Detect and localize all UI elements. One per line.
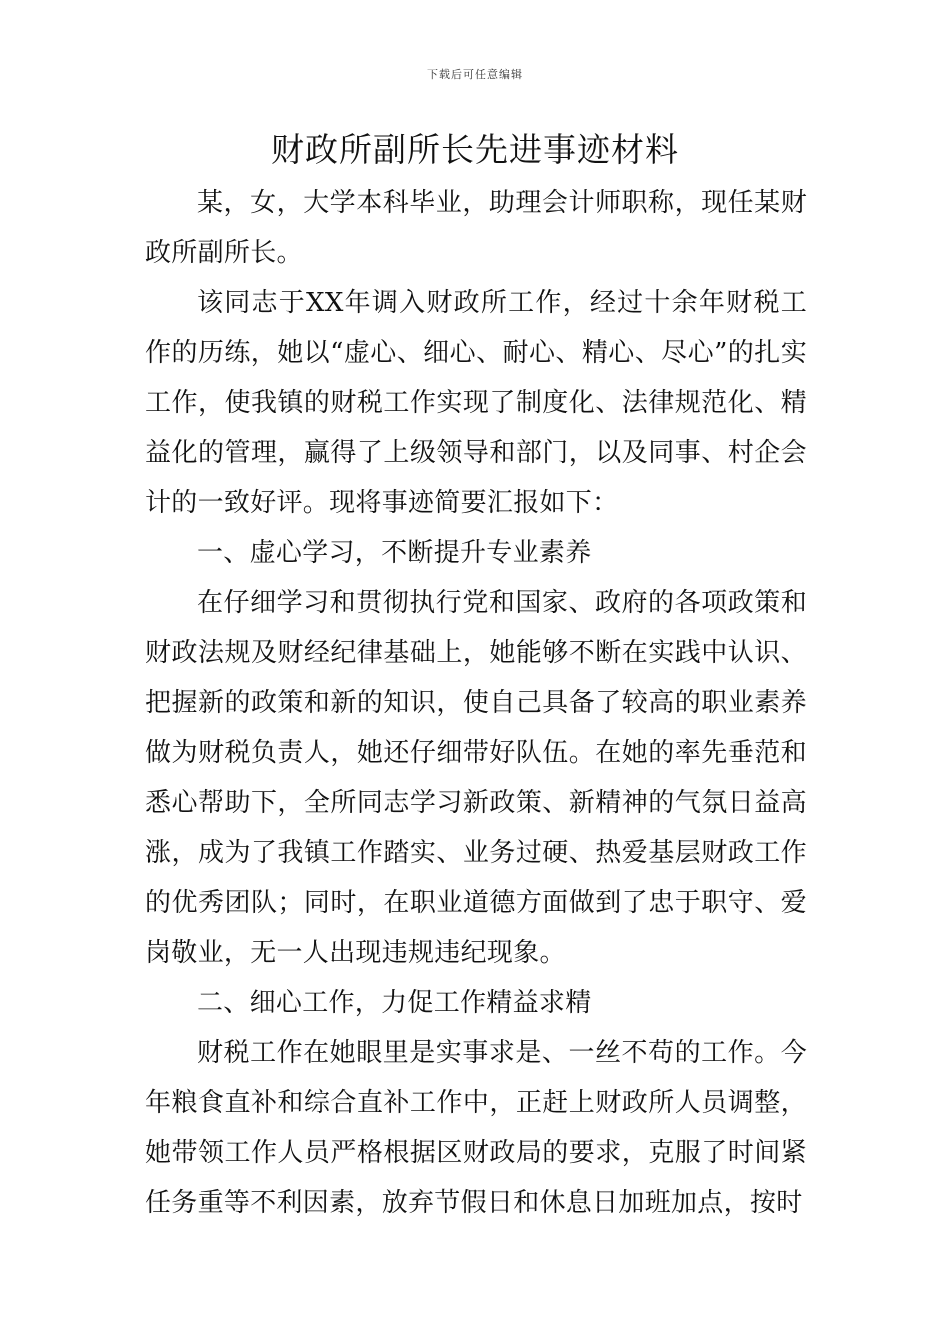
paragraph-section-1: 在仔细学习和贯彻执行党和国家、政府的各项政策和财政法规及财经纪律基础上，她能够不断在实践中认识、把握新的政策和新的知识，使自己具备了较高的职业素养做为财税负责人，她还仔细带好队伍。在她的率先垂范和悉心帮助下，全所同志学习新政策、新精神的气氛日益高涨，成为了我镇工作踏实、业务过硬、热爱基层财政工作的优秀团队；同时，在职业道德方面做到了忠于职守、爱岗敬业，无一人出现违规违纪现象。	[145, 588, 807, 968]
section-heading-1: 一、虚心学习，不断提升专业素养	[197, 538, 592, 568]
document-body	[145, 178, 807, 1228]
document-title: 财政所副所长先进事迹材料	[271, 130, 679, 169]
paragraph-intro: 某，女，大学本科毕业，助理会计师职称，现任某财政所副所长。	[145, 188, 807, 268]
paragraph-section-2: 财税工作在她眼里是实事求是、一丝不苟的工作。今年粮食直补和综合直补工作中，正赶上财政所人员调整，她带领工作人员严格根据区财政局的要求，克服了时间紧任务重等不利因素，放弃节假日和休息日加班加点，按时	[145, 1038, 807, 1218]
paragraph-summary: 该同志于XX年调入财政所工作，经过十余年财税工作的历练，她以“虚心、细心、耐心、精心、尽心”的扎实工作，使我镇的财税工作实现了制度化、法律规范化、精益化的管理，赢得了上级领导和部门，以及同事、村企会计的一致好评。现将事迹简要汇报如下：	[145, 288, 807, 518]
section-heading-2: 二、细心工作，力促工作精益求精	[197, 988, 592, 1018]
header-note: 下载后可任意编辑	[427, 68, 523, 81]
